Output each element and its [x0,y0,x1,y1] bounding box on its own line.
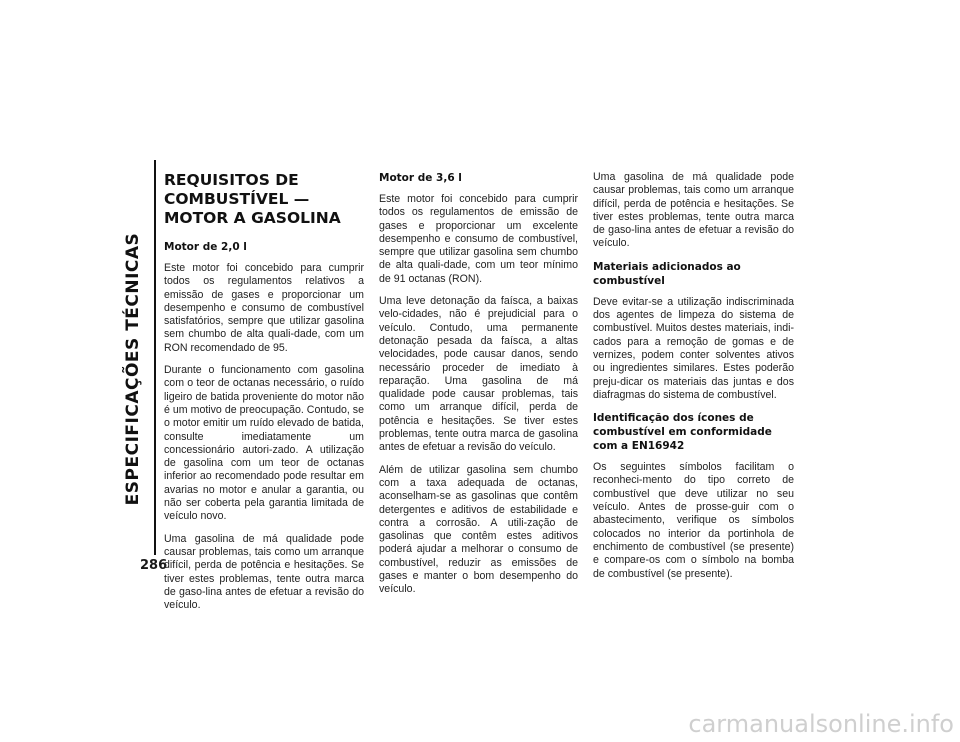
page-number: 286 [140,558,168,573]
engine-3-6-heading: Motor de 3,6 l [379,172,462,184]
sidebar-divider [154,160,156,555]
paragraph: Além de utilizar gasolina sem chumbo com a taxa adequada de octanas, aconselham-se as gasolinas que contêm detergentes e aditivos de estabilidade e contra a corrosão. A utili-zação de gasolinas que contêm estes aditivos poderá ajudar a melhorar o consumo de combustível, reduzir as emissões de gases e manter o bom desempenho do veículo. [379,463,578,596]
column-1 [164,171,364,621]
column-3 [593,171,794,590]
paragraph: Este motor foi concebido para cumprir todos os regulamentos relativos a emissão de gases e proporcionar um desempenho e consumo de combustível satisfatórios, sempre que utilizar gasolina sem chumbo de alta quali-dade, com um RON recomendado de 95. [164,262,364,354]
column-2 [379,171,578,606]
paragraph: Durante o funcionamento com gasolina com o teor de octanas necessário, o ruído ligeiro de batida proveniente do motor não é um motivo de preocupação. Contudo, se o motor emitir um ruído elevado de batida, consulte imediatamente um concessionário autori-zado. A utilização de gasolina com um teor de octanas inferior ao recomendado pode resultar em avarias no motor e anular a garantia, ou não ser coberta pela garantia limitada de veículo novo. [164,364,364,523]
section-sidebar-title: ESPECIFICAÇÕES TÉCNICAS [123,232,143,506]
fuel-additives-heading: Materiais adicionados ao combustível [593,260,741,287]
section-heading: REQUISITOS DE COMBUSTÍVEL — MOTOR A GASOLINA [164,171,341,227]
paragraph: Uma gasolina de má qualidade pode causar problemas, tais como um arranque difícil, perda de potência e hesitações. Se tiver estes problemas, tente outra marca de gaso-lina antes de efetuar a revisão do veículo. [593,171,794,250]
engine-2-0-heading: Motor de 2,0 l [164,241,247,253]
watermark: carmanualsonline.info [688,710,954,738]
paragraph: Deve evitar-se a utilização indiscriminada dos agentes de limpeza do sistema de combustível. Muitos destes materiais, indi-cados para a remoção de gomas e de vernizes, podem conter solventes ativos ou ingredientes similares. Estes poderão preju-dicar os materiais das juntas e dos diafragmas do sistema de combustível. [593,295,794,401]
fuel-icons-heading: Identificação dos ícones de combustível em conformidade com a EN16942 [593,412,772,453]
paragraph: Uma leve detonação da faísca, a baixas velo-cidades, não é prejudicial para o veículo. Contudo, uma permanente detonação pesada da faísca, a altas velocidades, pode causar danos, sendo necessário proceder de imediato à reparação. Uma gasolina de má qualidade pode causar problemas, tais como um arranque difícil, perda de potência e hesitações. Se tiver estes problemas, tente outra marca de gasolina antes de efetuar a revisão do veículo. [379,295,578,454]
paragraph: Os seguintes símbolos facilitam o reconheci-mento do tipo correto de combustível que deve utilizar no seu veículo. Antes de prosse-guir com o abastecimento, verifique os símbolos colocados no interior da portinhola de enchimento de combustível (se presente) e compare-os com o símbolo na bomba de combustível (se presente). [593,461,794,580]
paragraph: Este motor foi concebido para cumprir todos os regulamentos de emissão de gases e proporcionar um excelente desempenho e consumo de combustível, sempre que utilizar gasolina sem chumbo de alta quali-dade, com um teor mínimo de 91 octanas (RON). [379,193,578,285]
paragraph: Uma gasolina de má qualidade pode causar problemas, tais como um arranque difícil, perda de potência e hesitações. Se tiver estes problemas, tente outra marca de gaso-lina antes de efetuar a revisão do veículo. [164,532,364,612]
